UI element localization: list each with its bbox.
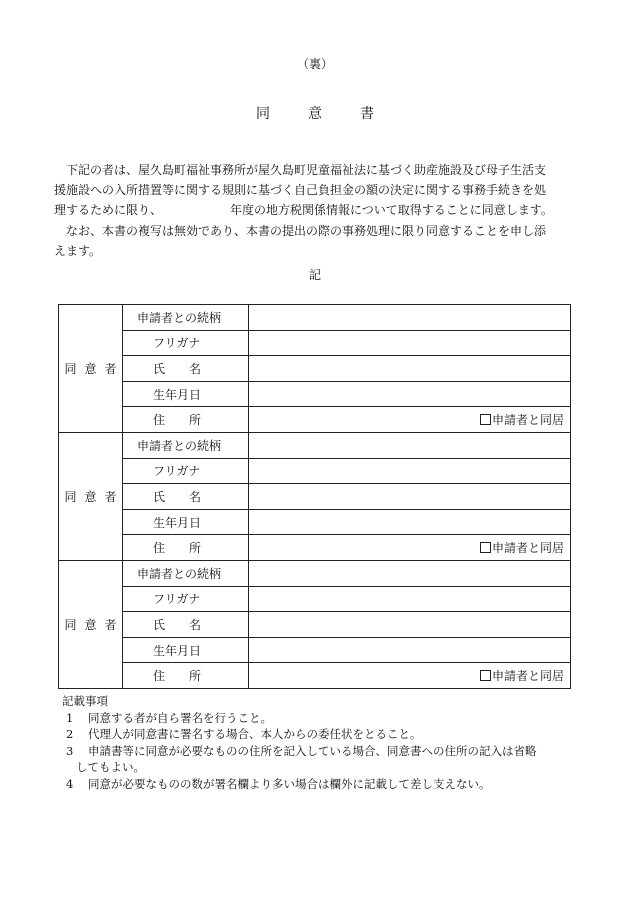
table-row — [59, 586, 571, 612]
note-item — [62, 710, 582, 727]
address-field[interactable] — [249, 663, 571, 689]
dob-label: 生年月日 — [123, 509, 249, 535]
table-row — [59, 637, 571, 663]
relation-label: 申請者との続柄 — [123, 560, 249, 586]
cohabit-checkbox[interactable] — [480, 542, 491, 553]
furigana-label: フリガナ — [123, 458, 249, 484]
cohabit-checkbox[interactable] — [480, 414, 491, 425]
furigana-label: フリガナ — [123, 586, 249, 612]
table-row — [59, 432, 571, 458]
copy-invalid-paragraph — [54, 221, 574, 261]
name-label: 氏 名 — [123, 612, 249, 638]
note-item — [62, 726, 582, 743]
consenter-table — [58, 304, 571, 689]
dob-field[interactable] — [249, 637, 571, 663]
note-number: 4 — [66, 776, 74, 791]
name-field[interactable] — [249, 612, 571, 638]
address-label: 住 所 — [123, 663, 249, 689]
cohabit-label: 申請者と同居 — [491, 413, 564, 428]
furigana-field[interactable] — [249, 458, 571, 484]
note-item — [62, 743, 582, 776]
address-label: 住 所 — [123, 407, 249, 433]
table-row — [59, 663, 571, 689]
note-item — [62, 776, 582, 793]
dob-label: 生年月日 — [123, 381, 249, 407]
name-field[interactable] — [249, 356, 571, 382]
document-title — [0, 103, 630, 123]
note-number: 3 — [66, 743, 74, 758]
name-label: 氏 名 — [123, 484, 249, 510]
table-row — [59, 330, 571, 356]
title-char: 書 — [360, 106, 374, 122]
note-number: 2 — [66, 727, 74, 741]
relation-field[interactable] — [249, 560, 571, 586]
page-side-label: （裏） — [296, 57, 333, 71]
table-row — [59, 560, 571, 586]
table-row — [59, 509, 571, 535]
paragraph-text: 理するために限り、 — [54, 203, 163, 217]
table-row — [59, 612, 571, 638]
address-label: 住 所 — [123, 535, 249, 561]
table-row — [59, 381, 571, 407]
paragraph-text: 年度の地方税関係情報について取得することに同意します。 — [230, 203, 553, 217]
table-row — [59, 407, 571, 433]
dob-field[interactable] — [249, 509, 571, 535]
note-text: 申請書等に同意が必要なものの住所を記入している場合、同意書への住所の記入は省略 — [88, 743, 537, 758]
dob-label: 生年月日 — [123, 637, 249, 663]
paragraph-line: えます。 — [54, 244, 102, 258]
table-row — [59, 356, 571, 382]
note-number: 1 — [66, 710, 74, 725]
address-field[interactable] — [249, 407, 571, 433]
notes-heading: 記載事項 — [62, 694, 108, 708]
notes-section — [62, 693, 582, 792]
dob-field[interactable] — [249, 381, 571, 407]
title-char: 同 — [256, 106, 270, 122]
table-row — [59, 458, 571, 484]
furigana-label: フリガナ — [123, 330, 249, 356]
relation-field[interactable] — [249, 305, 571, 331]
note-text: 同意する者が自ら署名を行うこと。 — [88, 710, 272, 725]
note-continuation: してもよい。 — [76, 760, 145, 774]
paragraph-line: なお、本書の複写は無効であり、本書の提出の際の事務処理に限り同意することを申し添 — [66, 224, 547, 238]
title-char: 意 — [308, 106, 322, 122]
cohabit-label: 申請者と同居 — [491, 541, 564, 556]
table-row — [59, 535, 571, 561]
cohabit-label: 申請者と同居 — [491, 669, 564, 684]
address-field[interactable] — [249, 535, 571, 561]
table-row — [59, 305, 571, 331]
paragraph-line: 援施設への入所措置等に関する規則に基づく自己負担金の額の決定に関する事務手続きを処 — [54, 183, 547, 197]
consenter-group-label: 同 意 者 — [59, 432, 123, 560]
paragraph-line: 下記の者は、屋久島町福祉事務所が屋久島町児童福祉法に基づく助産施設及び母子生活支 — [66, 163, 547, 177]
cohabit-checkbox[interactable] — [480, 670, 491, 681]
table-row — [59, 484, 571, 510]
name-label: 氏 名 — [123, 356, 249, 382]
relation-label: 申請者との続柄 — [123, 432, 249, 458]
note-text: 代理人が同意書に署名する場合、本人からの委任状をとること。 — [88, 727, 422, 741]
furigana-field[interactable] — [249, 330, 571, 356]
relation-label: 申請者との続柄 — [123, 305, 249, 331]
consenter-group-label: 同 意 者 — [59, 560, 123, 688]
ki-heading: 記 — [308, 268, 321, 282]
consent-paragraph — [54, 160, 574, 220]
note-text: 同意が必要なものの数が署名欄より多い場合は欄外に記載して差し支えない。 — [88, 776, 491, 791]
relation-field[interactable] — [249, 432, 571, 458]
paragraph-line — [54, 200, 574, 220]
furigana-field[interactable] — [249, 586, 571, 612]
name-field[interactable] — [249, 484, 571, 510]
consenter-group-label: 同 意 者 — [59, 305, 123, 433]
